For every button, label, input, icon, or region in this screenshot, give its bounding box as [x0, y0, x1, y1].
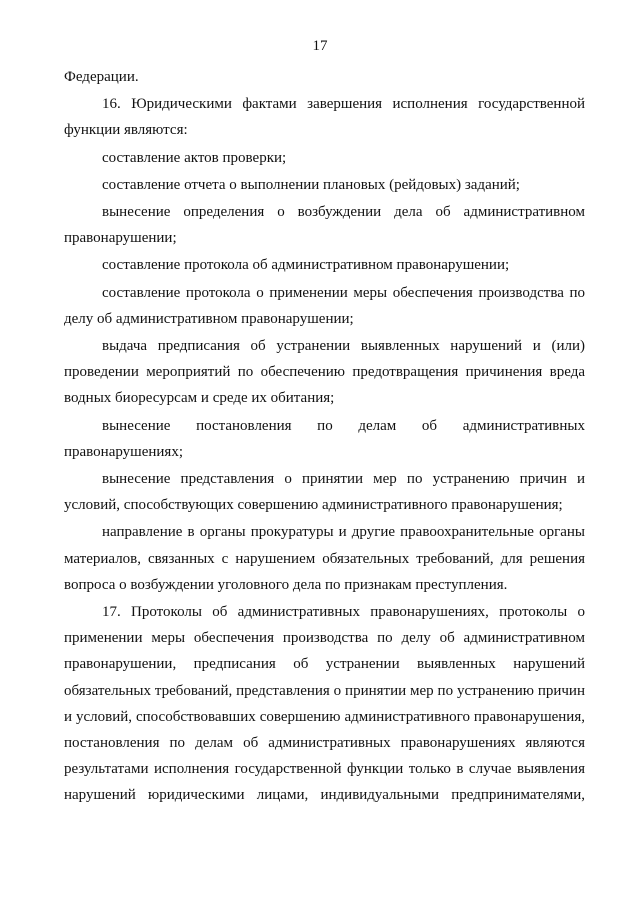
list-item: составление отчета о выполнении плановых (рейдовых) заданий; [102, 176, 520, 193]
list-item: составление актов проверки; [102, 149, 287, 166]
document-body [64, 64, 585, 809]
list-item: составление протокола о применении меры обеспечения производства по делу об административном правонарушении; [64, 284, 585, 327]
page-number: 17 [312, 38, 328, 54]
paragraph-continuation: Федерации. [64, 69, 139, 85]
paragraph-item-16: 16. Юридическими фактами завершения исполнения государственной функции являются: [64, 96, 585, 139]
paragraph-item-17: 17. Протоколы об административных правонарушениях, протоколы о применении меры обеспечения производства по делу об административном правонарушении, предписания об устранении выявленных нарушений обязательных требований, представления о принятии мер по устранению причин и условий, способствовавших совершению административного правонарушения, постановления по делам об административных правонарушениях являются результатами исполнения государственной функции только в случае выявления нарушений юридическими лицами, индивидуальными предпринимателями, [64, 604, 585, 804]
list-item: вынесение представления о принятии мер по устранению причин и условий, способствующих совершению административного правонарушения; [64, 471, 585, 514]
list-item: составление протокола об административном правонарушении; [102, 257, 510, 274]
list-item: выдача предписания об устранении выявленных нарушений и (или) проведении мероприятий по обеспечению предотвращения причинения вреда водных биоресурсам и среде их обитания; [64, 338, 585, 407]
list-item: вынесение постановления по делам об административных правонарушениях; [64, 417, 585, 460]
list-item: вынесение определения о возбуждении дела об административном правонарушении; [64, 204, 585, 247]
list-item: направление в органы прокуратуры и другие правоохранительные органы материалов, связанных с нарушением обязательных требований, для решения вопроса о возбуждении уголовного дела по признакам преступления. [64, 524, 585, 593]
